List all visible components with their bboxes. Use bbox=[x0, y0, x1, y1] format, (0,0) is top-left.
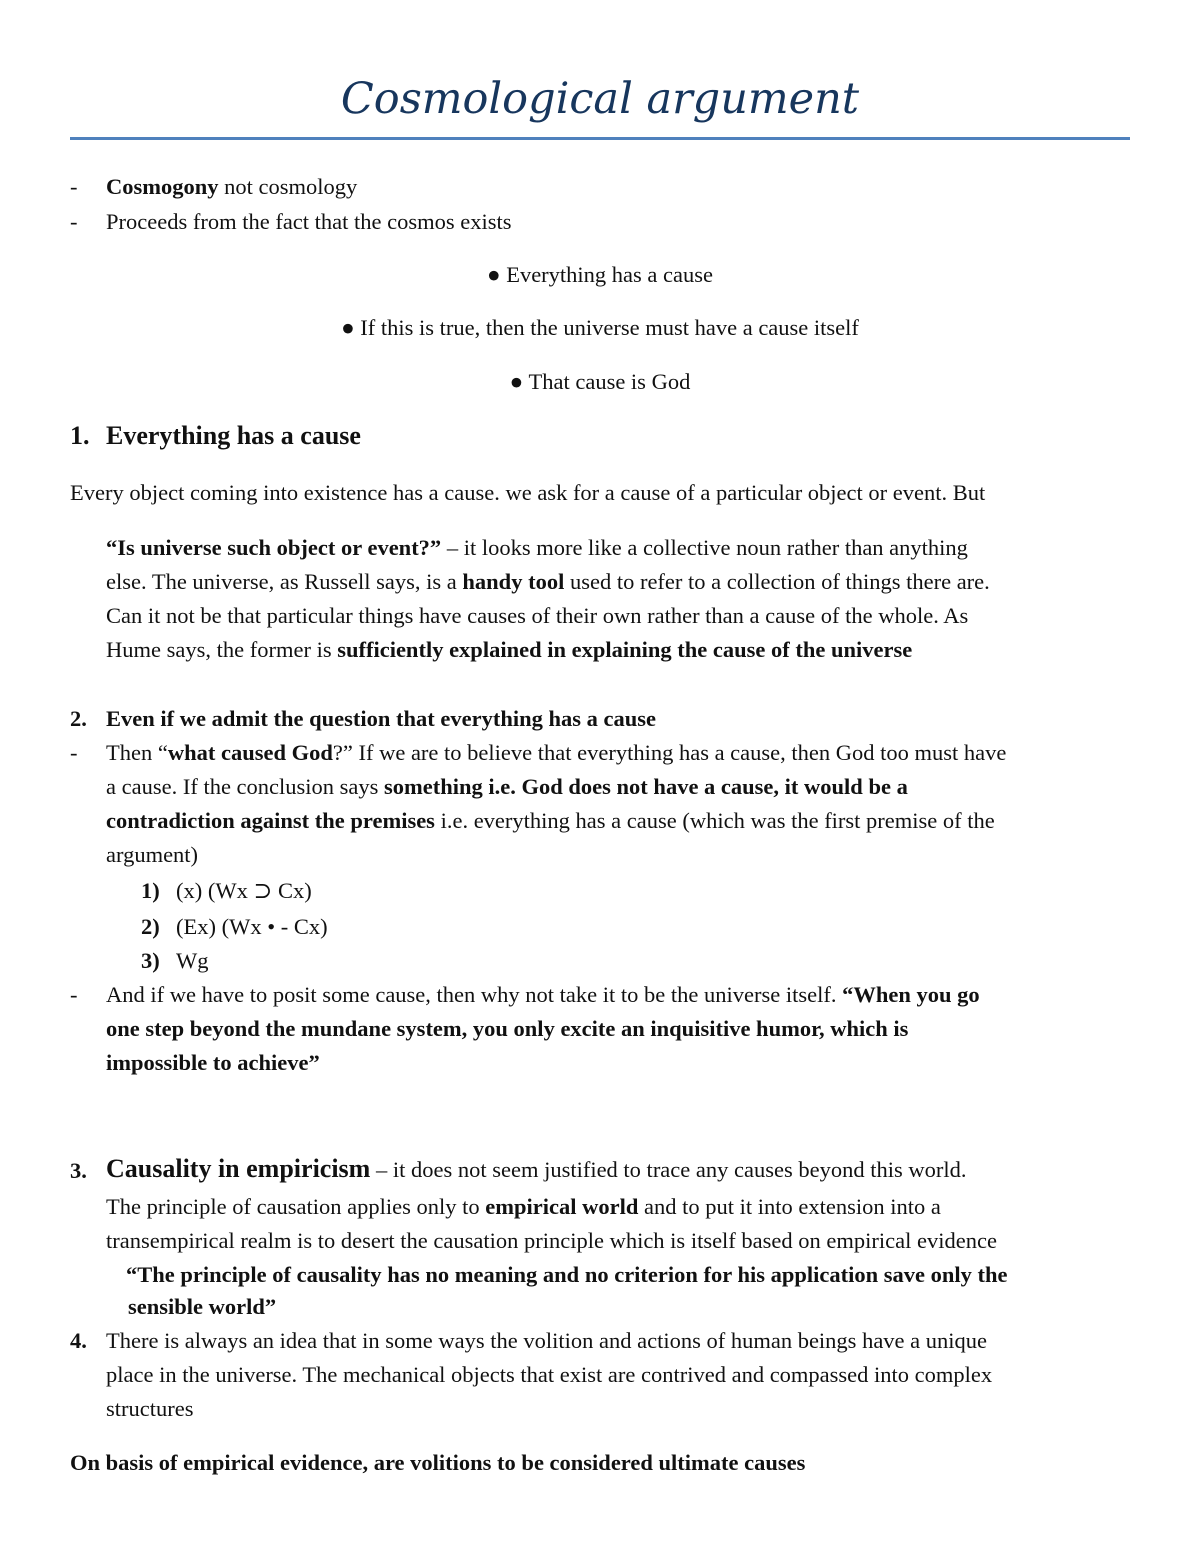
section-1-line-4: Hume says, the former is sufficiently explained in explaining the cause of the universe bbox=[106, 637, 913, 662]
section-3-line-2: The principle of causation applies only to empirical world and to put it into extension into a bbox=[106, 1194, 941, 1219]
section-2-bullet-1: Then “what caused God?” If we are to believe that everything has a cause, then God too must have bbox=[106, 740, 1007, 765]
bullet-icon: ● bbox=[509, 369, 524, 394]
premise-2: ● If this is true, then the universe must have a cause itself bbox=[341, 315, 859, 340]
section-3-quote-line-1: “The principle of causality has no meaning and no criterion for his application save only the bbox=[126, 1262, 1008, 1287]
formula-2-number: 2) bbox=[141, 914, 160, 939]
list-dash: - bbox=[70, 174, 78, 199]
section-2-bullet-2-line-2: one step beyond the mundane system, you only excite an inquisitive humor, which is bbox=[106, 1016, 909, 1041]
section-2-number: 2. bbox=[70, 706, 87, 731]
premise-3: ● That cause is God bbox=[509, 369, 691, 394]
premise-1: ● Everything has a cause bbox=[486, 262, 713, 287]
section-3-first-line: Causality in empiricism – it does not seem justified to trace any causes beyond this world. bbox=[106, 1154, 967, 1183]
section-1-line-3: Can it not be that particular things have causes of their own rather than a cause of the whole. As bbox=[106, 603, 969, 628]
section-2-bullet-1-line-2: a cause. If the conclusion says something i.e. God does not have a cause, it would be a bbox=[106, 774, 908, 799]
formula-3: Wg bbox=[176, 948, 209, 973]
section-2-heading: Even if we admit the question that everything has a cause bbox=[106, 706, 656, 731]
formula-2: (Ex) (Wx • - Cx) bbox=[176, 914, 328, 939]
page-title: Cosmological argument bbox=[340, 74, 860, 124]
section-2-bullet-2-line-3: impossible to achieve” bbox=[106, 1050, 320, 1075]
formula-1-number: 1) bbox=[141, 878, 160, 903]
closing-question: On basis of empirical evidence, are volitions to be considered ultimate causes bbox=[70, 1450, 806, 1475]
formula-1: (x) (Wx ⊃ Cx) bbox=[176, 878, 312, 903]
section-4-number: 4. bbox=[70, 1328, 87, 1353]
section-2-bullet-1-line-4: argument) bbox=[106, 842, 199, 867]
list-dash: - bbox=[70, 982, 78, 1007]
section-3-number: 3. bbox=[70, 1158, 87, 1183]
section-1-number: 1. bbox=[70, 421, 90, 450]
section-3-quote-line-2: sensible world” bbox=[128, 1294, 277, 1319]
section-4-line-1: There is always an idea that in some ways the volition and actions of human beings have a unique bbox=[106, 1328, 988, 1353]
section-3-heading: Causality in empiricism bbox=[106, 1154, 371, 1183]
section-1-question: “Is universe such object or event?” – it looks more like a collective noun rather than anything bbox=[106, 535, 968, 560]
title-rule bbox=[70, 137, 1130, 140]
bullet-icon: ● bbox=[341, 315, 355, 340]
list-dash: - bbox=[70, 740, 78, 765]
intro-item-1: Cosmogony not cosmology bbox=[106, 174, 358, 199]
section-2-bullet-1-line-3: contradiction against the premises i.e. everything has a cause (which was the first premise of the bbox=[106, 808, 995, 833]
intro-item-2: Proceeds from the fact that the cosmos exists bbox=[106, 209, 512, 234]
list-dash: - bbox=[70, 209, 78, 234]
section-1-line-2: else. The universe, as Russell says, is a handy tool used to refer to a collection of things there are. bbox=[106, 569, 990, 594]
section-1-paragraph: Every object coming into existence has a cause. we ask for a cause of a particular object or event. But bbox=[70, 480, 986, 505]
formula-3-number: 3) bbox=[141, 948, 160, 973]
section-4-line-2: place in the universe. The mechanical objects that exist are contrived and compassed into complex bbox=[106, 1362, 993, 1387]
section-4-line-3: structures bbox=[106, 1396, 194, 1421]
section-3-line-3: transempirical realm is to desert the causation principle which is itself based on empirical evidence bbox=[106, 1228, 997, 1253]
section-1-heading: Everything has a cause bbox=[106, 421, 361, 450]
bullet-icon: ● bbox=[486, 262, 501, 287]
section-2-bullet-2: And if we have to posit some cause, then why not take it to be the universe itself. “When you go bbox=[106, 982, 980, 1007]
